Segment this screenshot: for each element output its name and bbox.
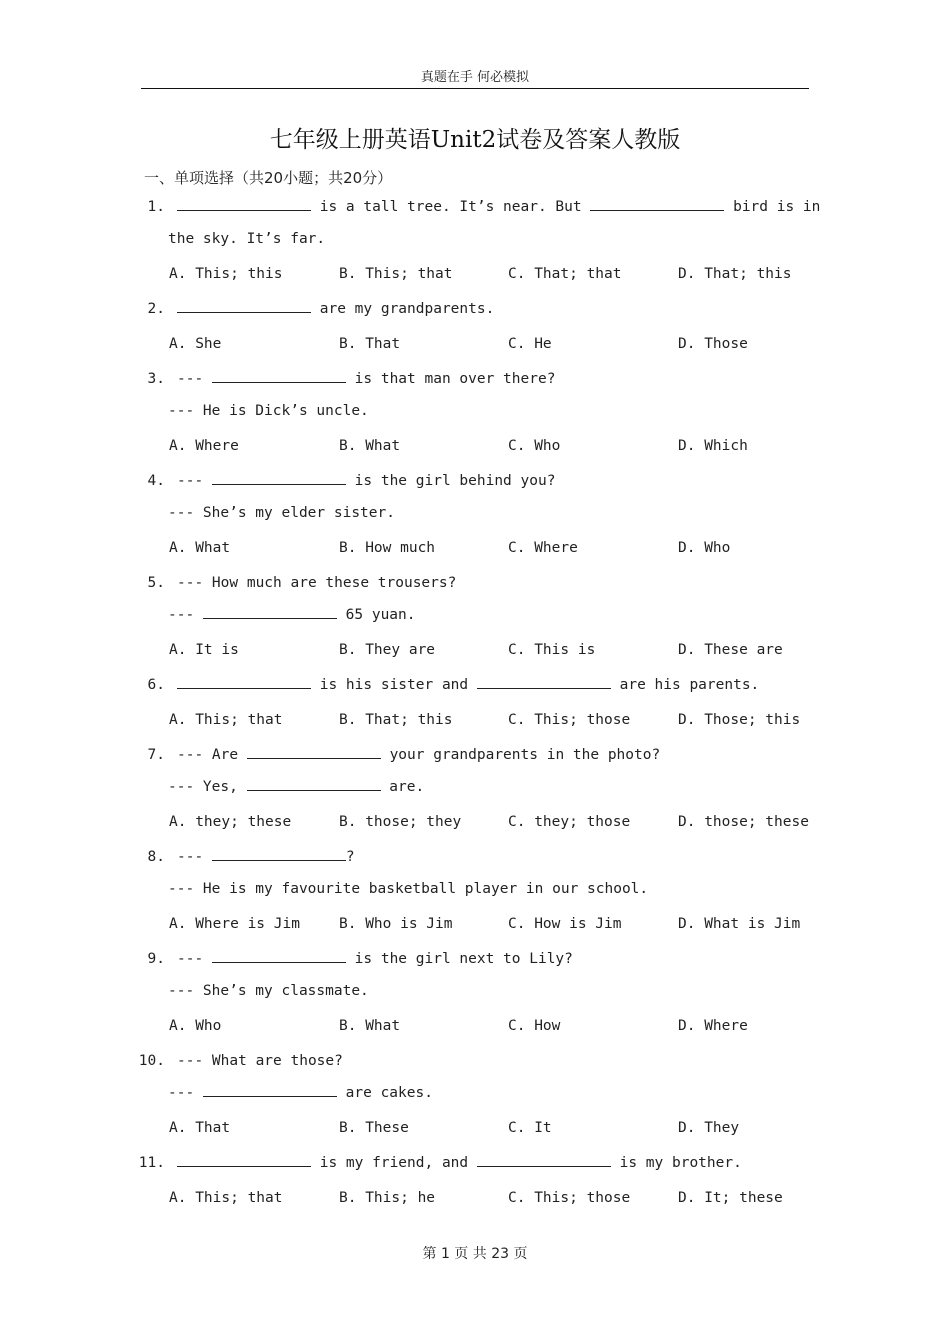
option-b: B. How much xyxy=(339,540,436,556)
option-a: A. This; that xyxy=(169,1190,283,1206)
option-a: A. What xyxy=(169,540,231,556)
answer-blank xyxy=(177,1154,311,1167)
option-b: B. those; they xyxy=(339,814,462,830)
question-text: --- is that man over there? xyxy=(177,371,556,387)
question-text: is a tall tree. It’s near. But bird is in xyxy=(177,198,820,216)
option-d: D. those; these xyxy=(678,814,809,830)
question-number: 9. xyxy=(147,951,165,967)
question-text: is my friend, and is my brother. xyxy=(177,1154,742,1172)
option-b: B. This; he xyxy=(339,1190,436,1206)
answer-blank xyxy=(212,472,346,485)
question-number: 5. xyxy=(147,575,165,591)
answer-blank xyxy=(212,950,346,963)
question-text: --- Are your grandparents in the photo? xyxy=(177,747,661,763)
question-text: --- ? xyxy=(177,849,355,865)
option-d: D. They xyxy=(678,1120,740,1136)
page-header: 真题在手 何必模拟 xyxy=(420,70,530,85)
question-text-continued: --- 65 yuan. xyxy=(168,607,416,623)
option-b: B. They are xyxy=(339,642,436,658)
option-c: C. This; those xyxy=(508,712,631,728)
answer-blank xyxy=(247,778,381,791)
option-a: A. Who xyxy=(169,1018,222,1034)
question-number: 2. xyxy=(147,301,165,317)
option-a: A. This; that xyxy=(169,712,283,728)
option-b: B. These xyxy=(339,1120,409,1136)
answer-blank xyxy=(203,606,337,619)
question-number: 3. xyxy=(147,371,165,387)
question-text: --- How much are these trousers? xyxy=(177,575,457,591)
option-c: C. How is Jim xyxy=(508,916,622,932)
answer-blank xyxy=(212,370,346,383)
answer-blank xyxy=(212,848,346,861)
answer-blank xyxy=(477,1154,611,1167)
option-c: C. Who xyxy=(508,438,561,454)
answer-blank xyxy=(590,198,724,211)
question-text-continued: --- She’s my classmate. xyxy=(168,983,369,999)
option-a: A. That xyxy=(169,1120,231,1136)
question-text-continued: --- She’s my elder sister. xyxy=(168,505,395,521)
option-b: B. This; that xyxy=(339,266,453,282)
page-footer: 第 1 页 共 23 页 xyxy=(422,1246,528,1262)
question-number: 4. xyxy=(147,473,165,489)
option-c: C. they; those xyxy=(508,814,631,830)
option-a: A. Where xyxy=(169,438,239,454)
section-heading: 一、单项选择（共20小题；共20分） xyxy=(144,169,393,187)
option-c: C. How xyxy=(508,1018,561,1034)
answer-blank xyxy=(247,746,381,759)
option-d: D. Those; this xyxy=(678,712,801,728)
option-a: A. She xyxy=(169,336,222,352)
option-a: A. It is xyxy=(169,642,239,658)
option-d: D. Those xyxy=(678,336,748,352)
option-d: D. That; this xyxy=(678,266,792,282)
question-text-continued: --- He is Dick’s uncle. xyxy=(168,403,369,419)
option-b: B. What xyxy=(339,1018,401,1034)
option-a: A. This; this xyxy=(169,266,283,282)
question-text: are my grandparents. xyxy=(177,300,494,318)
answer-blank xyxy=(477,676,611,689)
option-a: A. they; these xyxy=(169,814,292,830)
option-c: C. He xyxy=(508,336,552,352)
answer-blank xyxy=(177,198,311,211)
option-b: B. Who is Jim xyxy=(339,916,453,932)
option-d: D. It; these xyxy=(678,1190,783,1206)
option-c: C. This; those xyxy=(508,1190,631,1206)
question-text: --- is the girl next to Lily? xyxy=(177,951,573,967)
question-number: 8. xyxy=(147,849,165,865)
question-number: 10. xyxy=(138,1053,165,1069)
option-c: C. It xyxy=(508,1120,552,1136)
answer-blank xyxy=(177,676,311,689)
answer-blank xyxy=(177,300,311,313)
option-d: D. These are xyxy=(678,642,783,658)
option-d: D. Which xyxy=(678,438,748,454)
question-number: 11. xyxy=(138,1155,165,1171)
option-b: B. That; this xyxy=(339,712,453,728)
question-number: 1. xyxy=(147,199,165,215)
question-number: 6. xyxy=(147,677,165,693)
option-b: B. That xyxy=(339,336,401,352)
option-d: D. What is Jim xyxy=(678,916,801,932)
option-c: C. Where xyxy=(508,540,578,556)
question-text-continued: --- Yes, are. xyxy=(168,779,425,795)
question-text-continued: --- are cakes. xyxy=(168,1085,433,1101)
question-text-continued: --- He is my favourite basketball player in our school. xyxy=(168,881,649,897)
question-number: 7. xyxy=(147,747,165,763)
option-a: A. Where is Jim xyxy=(169,916,300,932)
header-divider xyxy=(141,88,809,89)
option-c: C. That; that xyxy=(508,266,622,282)
option-d: D. Who xyxy=(678,540,731,556)
answer-blank xyxy=(203,1084,337,1097)
option-b: B. What xyxy=(339,438,401,454)
option-c: C. This is xyxy=(508,642,596,658)
question-text: --- is the girl behind you? xyxy=(177,473,556,489)
question-text-continued: the sky. It’s far. xyxy=(168,231,326,247)
question-text: --- What are those? xyxy=(177,1053,343,1069)
question-text: is his sister and are his parents. xyxy=(177,676,759,694)
option-d: D. Where xyxy=(678,1018,748,1034)
document-title: 七年级上册英语Unit2试卷及答案人教版 xyxy=(269,127,681,153)
